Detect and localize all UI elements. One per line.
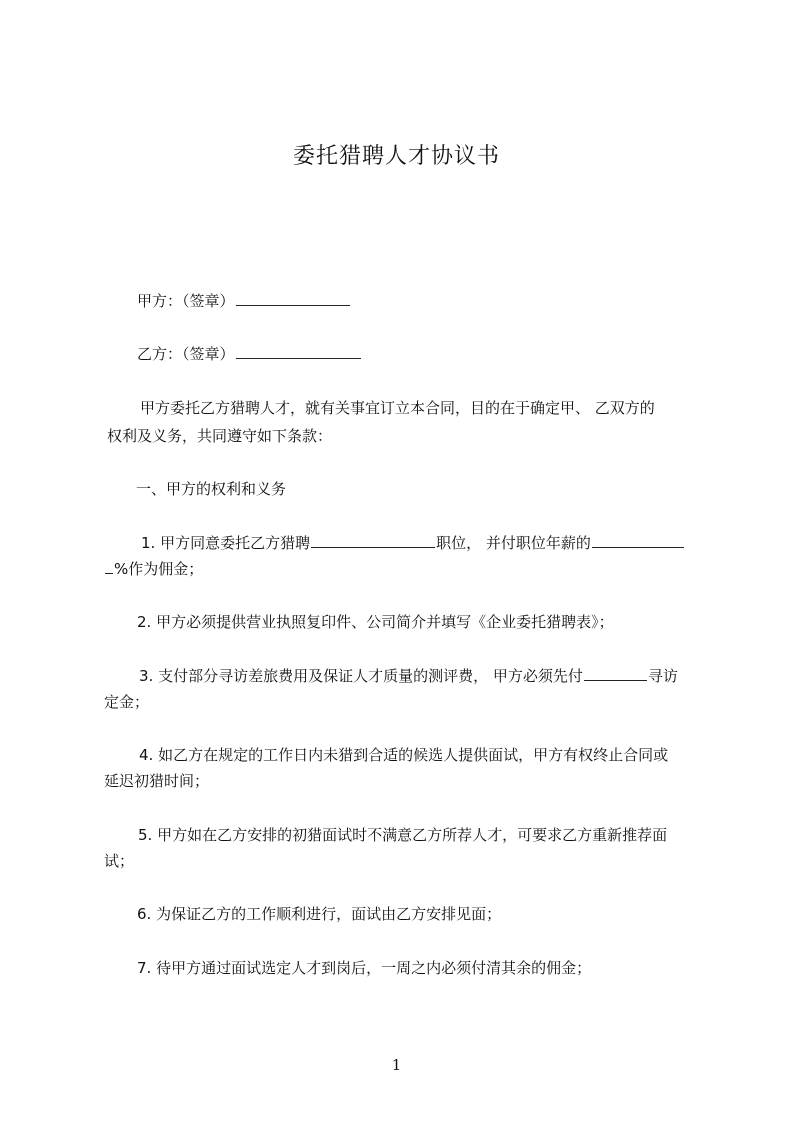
clause-1-text-a: 1. 甲方同意委托乙方猎聘: [141, 534, 311, 552]
page-number: 1: [391, 1056, 402, 1074]
clause-5-line-2: 试；: [104, 852, 135, 870]
clause-3-line-1: [139, 666, 678, 686]
clause-1-line-1: [141, 533, 685, 553]
clause-1-text-c: %作为佣金；: [114, 560, 204, 578]
clause-1-line-2: [104, 559, 203, 579]
clause-5-line-1: 5. 甲方如在乙方安排的初猎面试时不满意乙方所荐人才，可要求乙方重新推荐面: [138, 826, 668, 844]
party-a-signature-blank: [236, 291, 350, 306]
document-title: 委托猎聘人才协议书: [292, 144, 500, 169]
party-a-line: [137, 291, 351, 311]
section-1-heading: 一、甲方的权利和义务: [136, 480, 287, 498]
preamble-line-1: 甲方委托乙方猎聘人才，就有关事宜订立本合同，目的在于确定甲、 乙双方的: [140, 399, 655, 417]
clause-3-text-a: 3. 支付部分寻访差旅费用及保证人才质量的测评费， 甲方必须先付: [139, 667, 583, 685]
clause-4-line-1: 4. 如乙方在规定的工作日内未猎到合适的候选人提供面试，甲方有权终止合同或: [139, 746, 669, 764]
preamble-line-2: 权利及义务，共同遵守如下条款：: [107, 427, 333, 445]
clause-3-line-2: 定金；: [104, 693, 150, 711]
party-b-signature-blank: [236, 344, 361, 359]
position-blank: [311, 533, 435, 548]
clause-7: 7. 待甲方通过面试选定人才到岗后，一周之内必须付清其余的佣金；: [137, 959, 592, 977]
clause-4-line-2: 延迟初猎时间；: [104, 772, 210, 790]
clause-3-text-b: 寻访: [647, 667, 678, 685]
salary-percent-blank-continued: [105, 559, 113, 574]
clause-2: 2. 甲方必须提供营业执照复印件、公司简介并填写《企业委托猎聘表》；: [137, 613, 614, 631]
salary-percent-blank: [592, 533, 684, 548]
clause-1-text-b: 职位， 并付职位年薪的: [436, 534, 591, 552]
party-b-label: 乙方：（签章）: [137, 345, 235, 363]
deposit-amount-blank: [584, 666, 647, 681]
clause-6: 6. 为保证乙方的工作顺利进行，面试由乙方安排见面；: [137, 905, 502, 923]
party-b-line: [137, 344, 362, 364]
party-a-label: 甲方：（签章）: [137, 292, 235, 310]
